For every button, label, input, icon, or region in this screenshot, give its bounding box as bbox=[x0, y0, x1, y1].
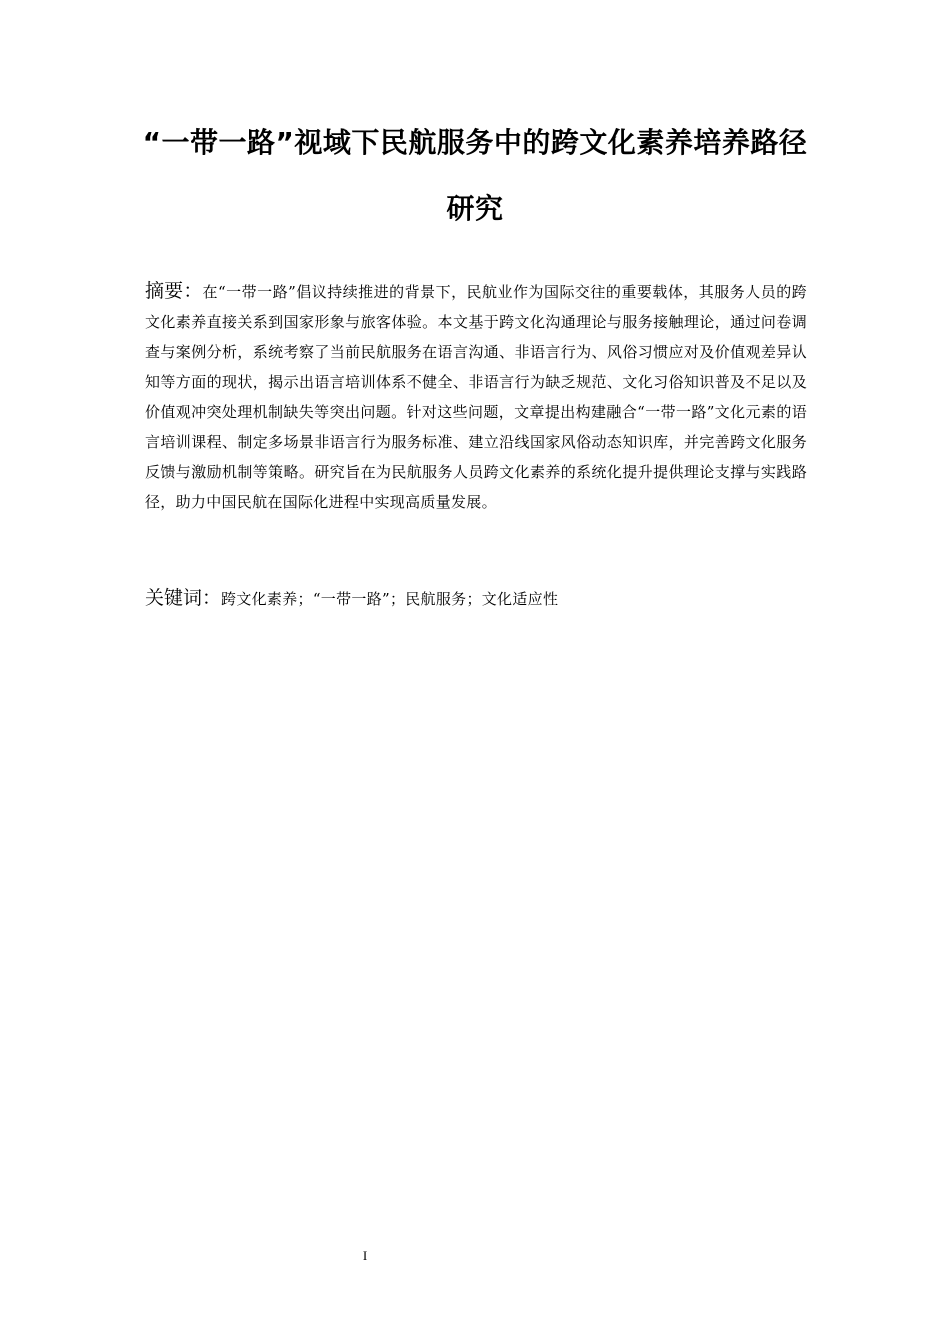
page-title: “一带一路”视域下民航服务中的跨文化素养培养路径研究 bbox=[142, 126, 808, 225]
page-number: I bbox=[362, 1248, 368, 1263]
keywords-text: 跨文化素养；“一带一路”；民航服务；文化适应性 bbox=[221, 590, 559, 608]
abstract-label: 摘要： bbox=[145, 280, 203, 302]
keywords-paragraph bbox=[145, 583, 807, 614]
abstract-text: 在“一带一路”倡议持续推进的背景下，民航业作为国际交往的重要载体，其服务人员的跨文化素养直接关系到国家形象与旅客体验。本文基于跨文化沟通理论与服务接触理论，通过问卷调查与案例分析，系统考察了当前民航服务在语言沟通、非语言行为、风俗习惯应对及价值观差异认知等方面的现状，揭示出语言培训体系不健全、非语言行为缺乏规范、文化习俗知识普及不足以及价值观冲突处理机制缺失等突出问题。针对这些问题，文章提出构建融合“一带一路”文化元素的语言培训课程、制定多场景非语言行为服务标准、建立沿线国家风俗动态知识库，并完善跨文化服务反馈与激励机制等策略。研究旨在为民航服务人员跨文化素养的系统化提升提供理论支撑与实践路径，助力中国民航在国际化进程中实现高质量发展。 bbox=[145, 283, 807, 511]
abstract-paragraph bbox=[145, 276, 807, 517]
keywords-label: 关键词： bbox=[145, 587, 222, 609]
